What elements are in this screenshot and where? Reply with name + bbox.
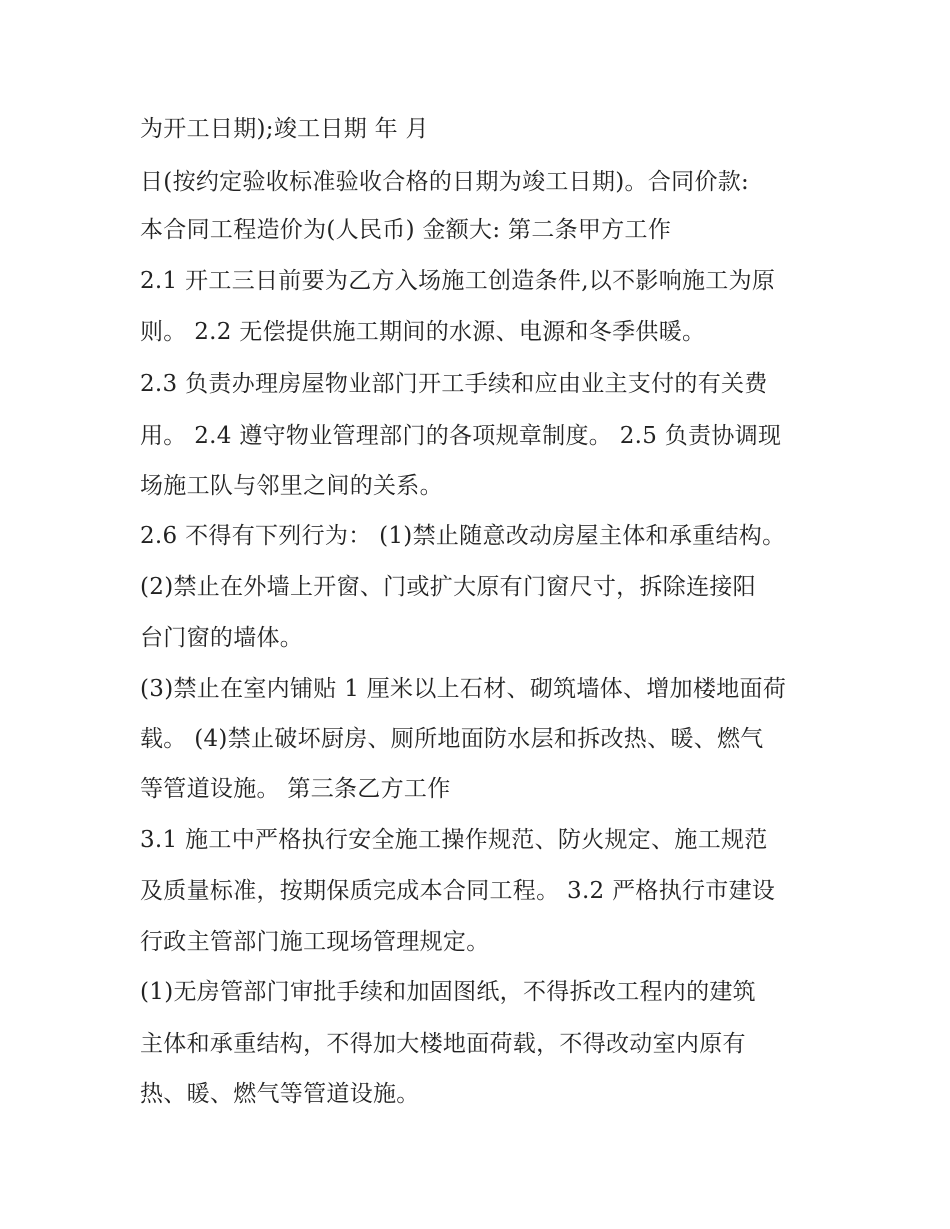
- text-line: 本合同工程造价为(人民币) 金额大: 第二条甲方工作: [140, 217, 672, 243]
- text-line: 热、暖、燃气等管道设施。: [140, 1081, 420, 1107]
- text-line: 主体和承重结构，不得加大楼地面荷载，不得改动室内原有: [140, 1031, 746, 1057]
- text-line: 则。 2.2 无偿提供施工期间的水源、电源和冬季供暖。: [140, 319, 706, 345]
- text-line: 及质量标准，按期保质完成本合同工程。 3.2 严格执行市建设: [140, 878, 776, 904]
- text-line: 2.1 开工三日前要为乙方入场施工创造条件,以不影响施工为原: [140, 268, 776, 294]
- text-line: 等管道设施。 第三条乙方工作: [140, 776, 451, 802]
- text-line: 用。 2.4 遵守物业管理部门的各项规章制度。 2.5 负责协调现: [140, 423, 782, 449]
- text-line: 载。 (4)禁止破坏厨房、厕所地面防水层和拆改热、暖、燃气: [140, 726, 764, 752]
- text-line: 行政主管部门施工现场管理规定。: [140, 929, 490, 955]
- text-line: (3)禁止在室内铺贴 1 厘米以上石材、砌筑墙体、增加楼地面荷: [140, 676, 787, 702]
- text-line: (1)无房管部门审批手续和加固图纸，不得拆改工程内的建筑: [140, 979, 756, 1005]
- text-line: 日(按约定验收标准验收合格的日期为竣工日期)。合同价款:: [140, 169, 750, 195]
- text-line: (2)禁止在外墙上开窗、门或扩大原有门窗尺寸，拆除连接阳: [140, 574, 756, 600]
- text-line: 场施工队与邻里之间的关系。: [140, 473, 443, 499]
- text-line: 2.3 负责办理房屋物业部门开工手续和应由业主支付的有关费: [140, 371, 768, 397]
- text-line: 台门窗的墙体。: [140, 625, 304, 651]
- text-line: 2.6 不得有下列行为： (1)禁止随意改动房屋主体和承重结构。: [140, 523, 786, 549]
- text-line: 为开工日期);竣工日期 年 月: [140, 116, 429, 142]
- text-line: 3.1 施工中严格执行安全施工操作规范、防火规定、施工规范: [140, 827, 768, 853]
